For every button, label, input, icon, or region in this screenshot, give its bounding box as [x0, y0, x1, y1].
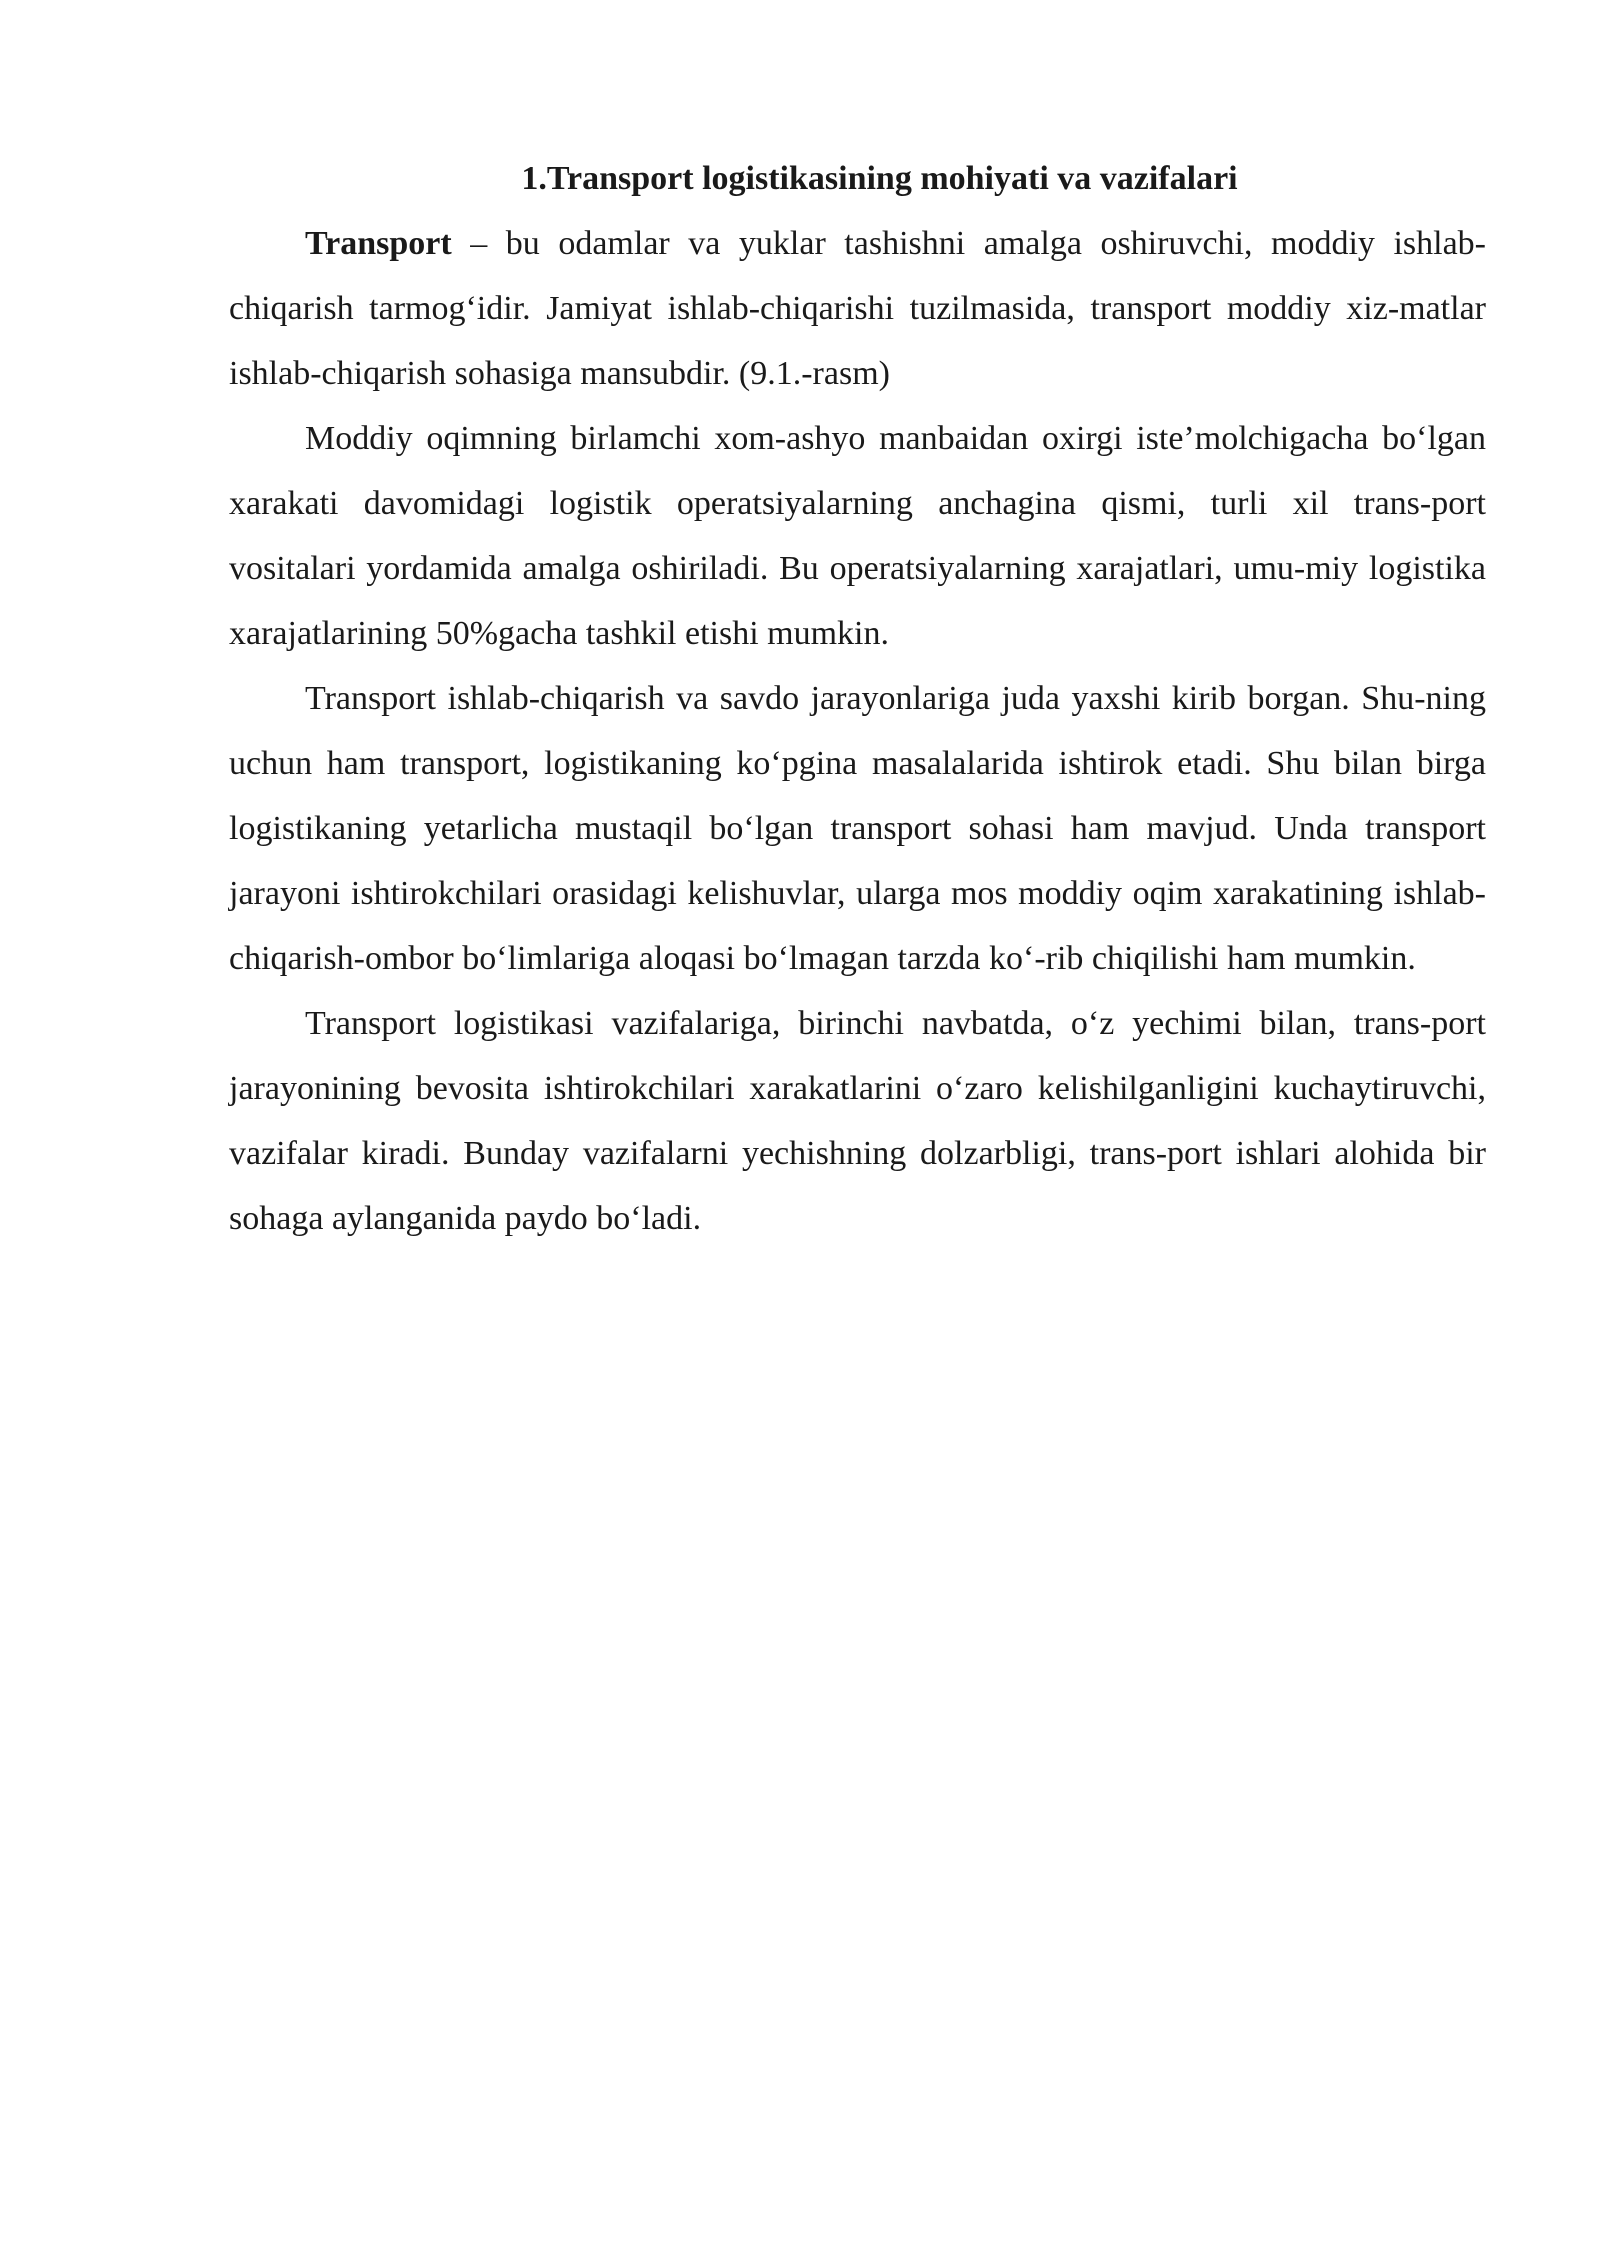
paragraph-transport-definition [229, 211, 1486, 406]
term-transport: Transport [305, 225, 452, 262]
paragraph-text: – bu odamlar va yuklar tashishni amalga oshiruvchi, moddiy ishlab-chiqarish tarmog‘idir. Jamiyat ishlab-chiqarishi tuzilmasida, transport moddiy xiz-matlar ishlab-chiqarish sohasiga mansubdir. (9.1.-rasm) [229, 225, 1486, 392]
paragraph-transport-logistics-tasks: Transport logistikasi vazifalariga, birinchi navbatda, o‘z yechimi bilan, trans-port jarayonining bevosita ishtirokchilari xarakatlarini o‘zaro kelishilganligini kuchaytiruvchi, vazifalar kiradi. Bunday vazifalarni yechishning dolzarbligi, trans-port ishlari alohida bir sohaga aylanganida paydo bo‘ladi. [229, 1005, 1486, 1237]
document-body [229, 146, 1486, 1251]
section-heading: 1.Transport logistikasining mohiyati va vazifalari [521, 160, 1238, 197]
paragraph-material-flow: Moddiy oqimning birlamchi xom-ashyo manbaidan oxirgi iste’molchigacha bo‘lgan xarakati davomidagi logistik operatsiyalarning anchagina qismi, turli xil trans-port vositalari yordamida amalga oshiriladi. Bu operatsiyalarning xarajatlari, umu-miy logistika xarajatlarining 50%gacha tashkil etishi mumkin. [229, 420, 1486, 652]
paragraph-transport-production: Transport ishlab-chiqarish va savdo jarayonlariga juda yaxshi kirib borgan. Shu-ning uchun ham transport, logistikaning ko‘pgina masalalarida ishtirok etadi. Shu bilan birga logistikaning yetarlicha mustaqil bo‘lgan transport sohasi ham mavjud. Unda transport jarayoni ishtirokchilari orasidagi kelishuvlar, ularga mos moddiy oqim xarakatining ishlab-chiqarish-ombor bo‘limlariga aloqasi bo‘lmagan tarzda ko‘-rib chiqilishi ham mumkin. [229, 680, 1486, 977]
